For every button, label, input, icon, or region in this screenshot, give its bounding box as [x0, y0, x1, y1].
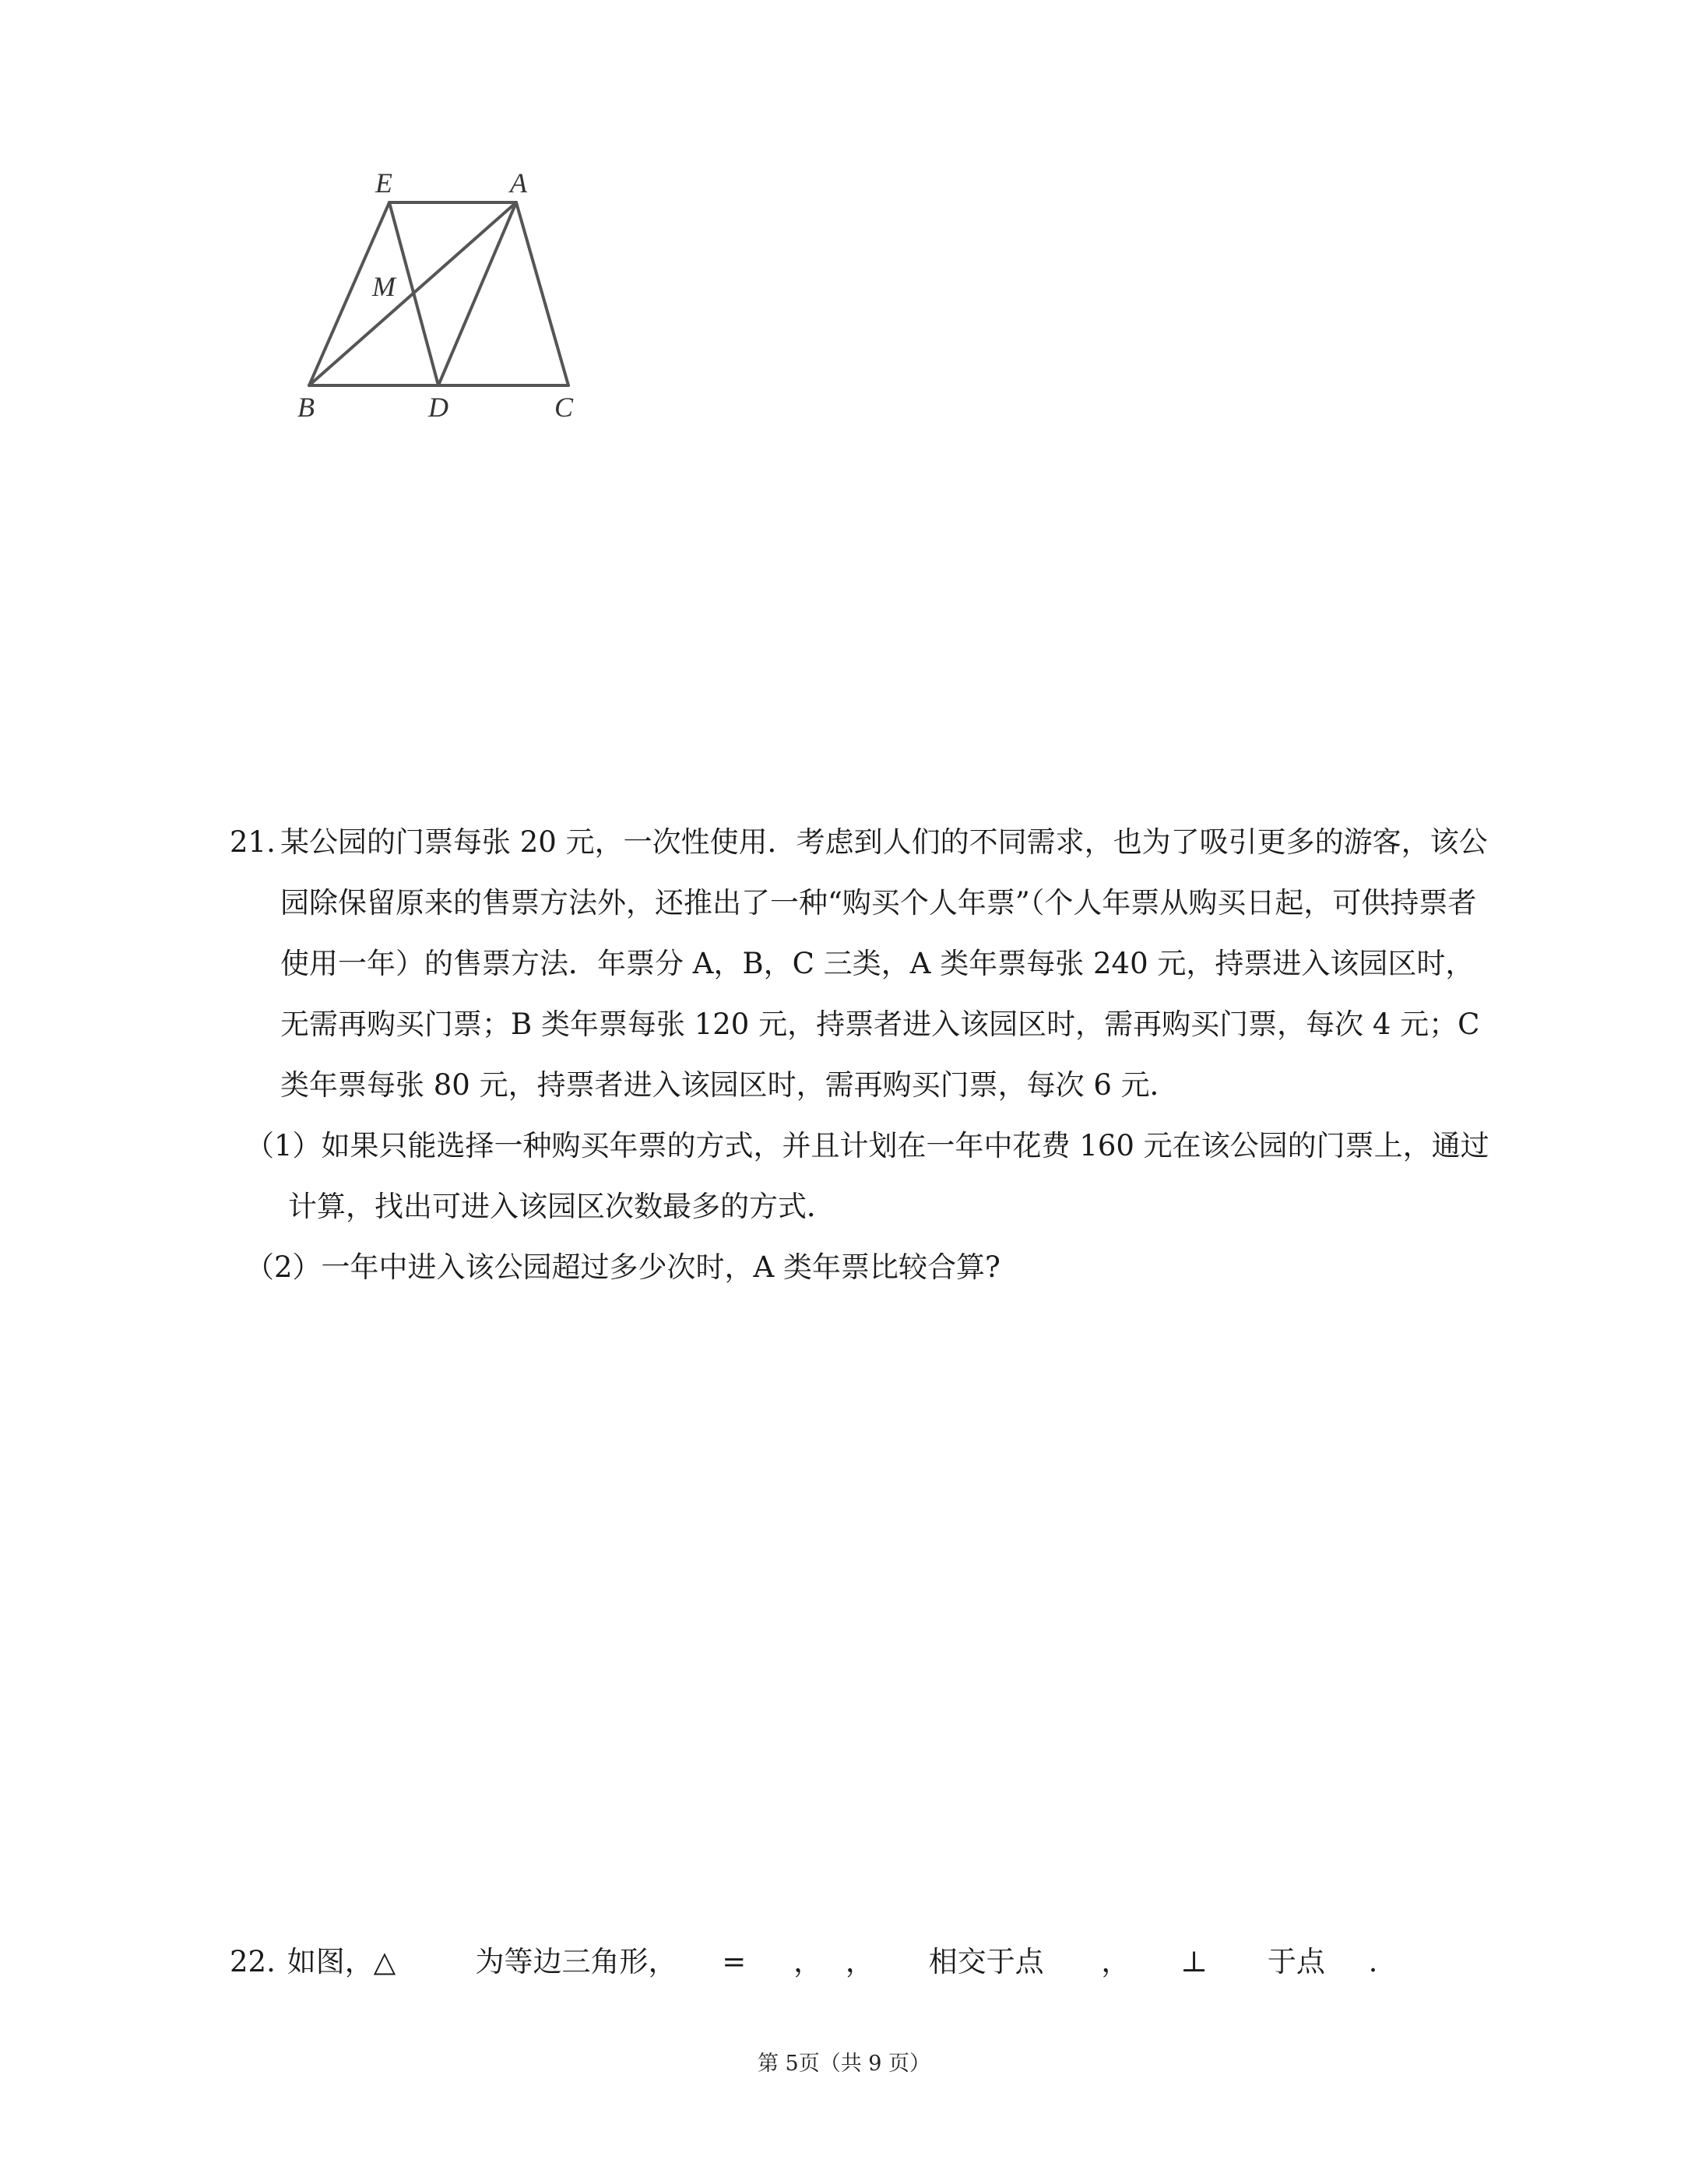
question-number: 22.	[230, 1945, 276, 1978]
label-C: C	[554, 392, 574, 423]
geometry-figure	[280, 160, 592, 432]
q22-text-3: =	[722, 1945, 747, 1978]
q22-text-9: 于点	[1267, 1945, 1325, 1978]
q22-text-6: 相交于点	[928, 1945, 1044, 1978]
question-stem: 某公园的门票每张 20 元，一次性使用．考虑到人们的不同需求，也为了吸引更多的游客，该公园除保留原来的售票方法外，还推出了一种“购买个人年票”（个人年票从购买日起，可供持票者使用一年）的售票方法．年票分 A，B，C 三类，A 类年票每张 240 元，持票进入该园区时，无需再购买门票；B 类年票每张 120 元，持票者进入该园区时，需再购买门票，每次 4 元；C 类年票每张 80 元，持票者进入该园区时，需再购买门票，每次 6 元．	[280, 825, 1488, 1102]
label-A: A	[510, 167, 527, 199]
label-B: B	[297, 392, 315, 423]
page-footer: 第 5页（共 9 页）	[757, 2052, 931, 2076]
q22-text-1: 如图，△	[287, 1945, 396, 1978]
trapezoid-diagram	[280, 160, 592, 432]
q22-text-7: ，	[1101, 1945, 1131, 1978]
label-D: D	[428, 392, 448, 423]
segment-ED	[389, 202, 438, 385]
segment-AD	[438, 202, 516, 385]
q22-text-2: 为等边三角形，	[475, 1945, 677, 1978]
question-21	[230, 812, 1491, 1298]
question-number: 21.	[230, 825, 276, 859]
q22-text-10: .	[1368, 1945, 1378, 1978]
label-E: E	[375, 167, 392, 199]
segment-AC	[516, 202, 568, 385]
question-22	[230, 1939, 1491, 1985]
q22-text-5: ，	[845, 1945, 874, 1978]
question-part-2: （2）一年中进入该公园超过多少次时，A 类年票比较合算?	[245, 1250, 1000, 1284]
label-M: M	[372, 271, 396, 302]
q22-text-8: ⊥	[1180, 1945, 1208, 1978]
q22-text-4: ，	[793, 1945, 823, 1978]
question-part-1: （1）如果只能选择一种购买年票的方式，并且计划在一年中花费 160 元在该公园的门票上，通过计算，找出可进入该园区次数最多的方式．	[245, 1129, 1489, 1223]
